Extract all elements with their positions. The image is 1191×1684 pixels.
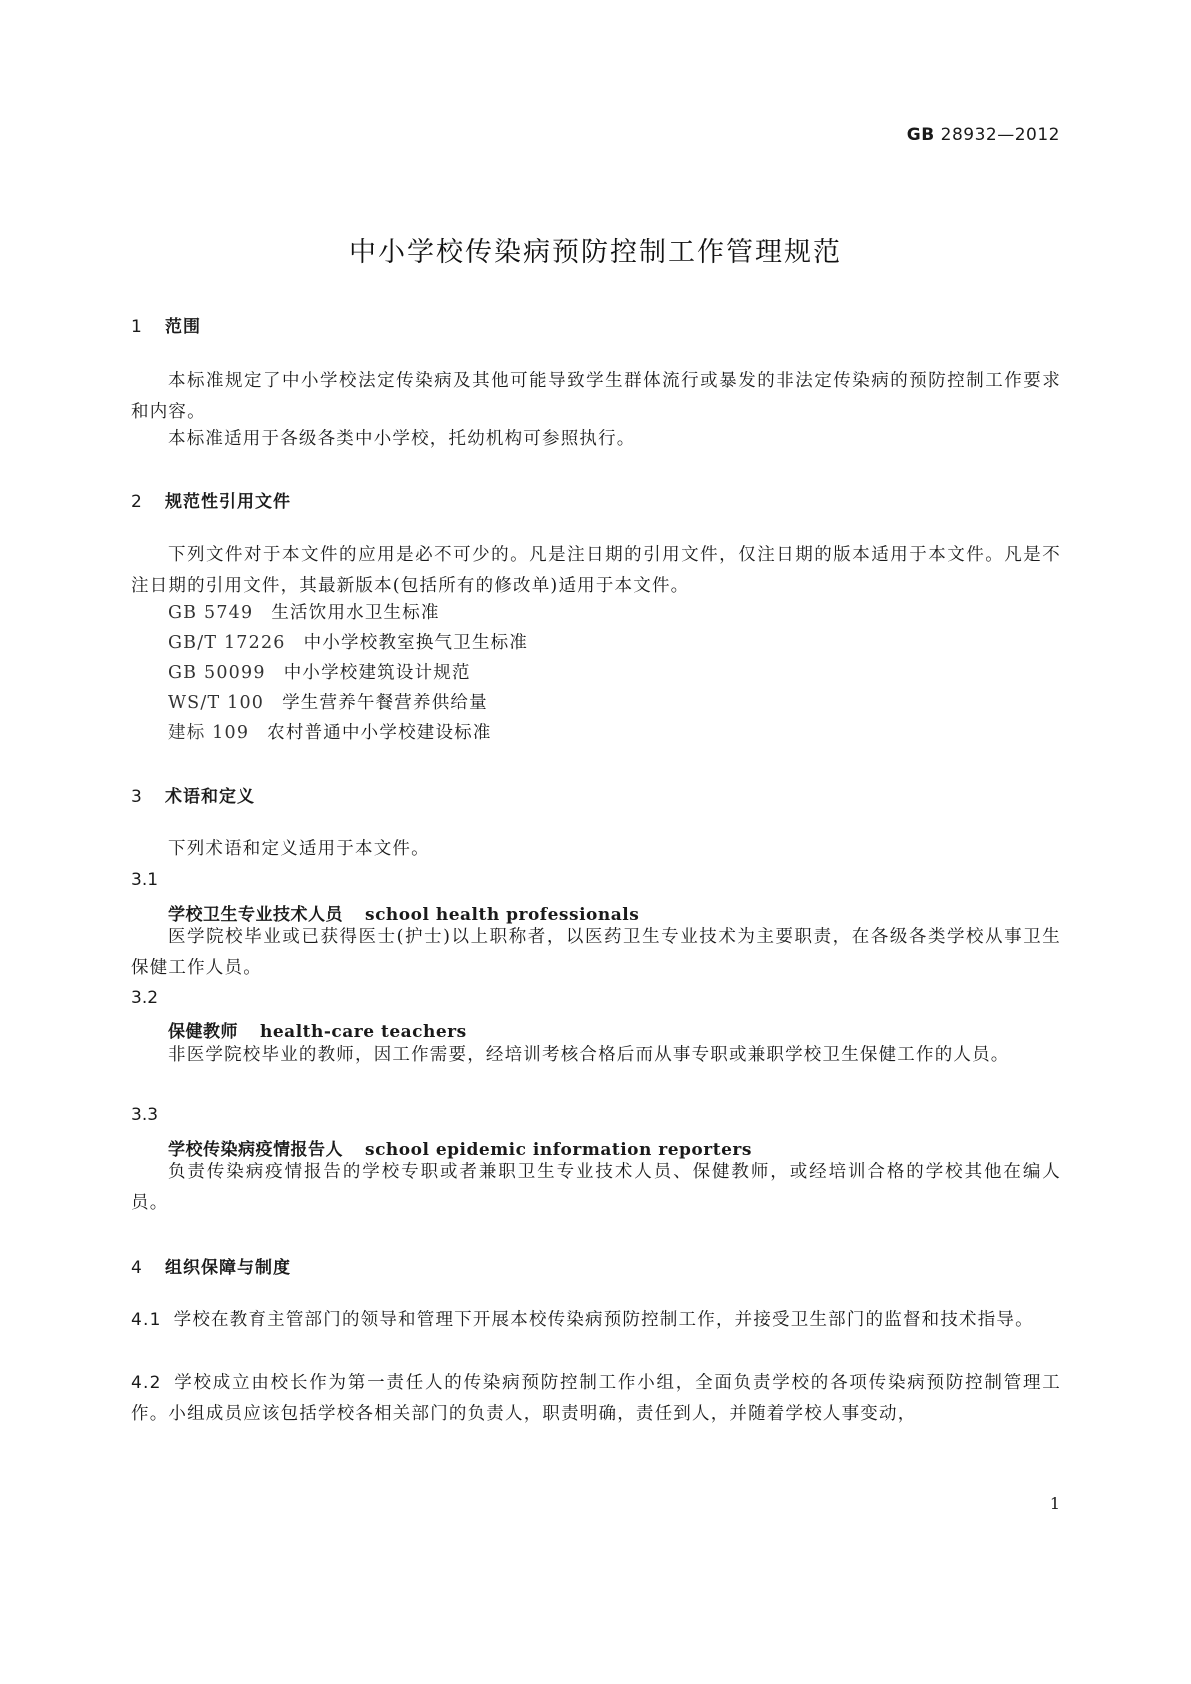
- reference-name: 生活饮用水卫生标准: [271, 603, 440, 623]
- section-3-intro: 下列术语和定义适用于本文件。: [168, 839, 430, 859]
- reference-name: 中小学校建筑设计规范: [283, 663, 471, 683]
- reference-name: 农村普通中小学校建设标准: [267, 723, 492, 743]
- term-number: 3.1: [131, 870, 159, 890]
- standard-number: [907, 125, 1060, 145]
- reference-item: [168, 598, 440, 629]
- term-english: school health professionals: [365, 905, 640, 925]
- term-definition: 医学院校毕业或已获得医士(护士)以上职称者，以医药卫生专业技术为主要职责，在各级各类学校从事卫生保健工作人员。: [131, 927, 1061, 978]
- standard-code-prefix: GB: [906, 125, 935, 145]
- section-title: 术语和定义: [165, 787, 255, 807]
- section-title: 组织保障与制度: [165, 1258, 291, 1278]
- reference-item: [168, 688, 488, 719]
- term-number: 3.3: [131, 1105, 159, 1125]
- section-2-heading: [131, 487, 291, 512]
- clause-number: 4.1: [131, 1310, 162, 1330]
- section-1-heading: [131, 312, 201, 337]
- section-1-paragraph-1: 本标准规定了中小学校法定传染病及其他可能导致学生群体流行或暴发的非法定传染病的预防控制工作要求和内容。: [131, 371, 1061, 422]
- reference-name: 中小学校教室换气卫生标准: [303, 633, 529, 653]
- clause-text: 学校在教育主管部门的领导和管理下开展本校传染病预防控制工作，并接受卫生部门的监督和技术指导。: [173, 1310, 1034, 1330]
- clause-number: 4.2: [131, 1373, 162, 1393]
- term-definition: 负责传染病疫情报告的学校专职或者兼职卫生专业技术人员、保健教师，或经培训合格的学校其他在编人员。: [131, 1162, 1061, 1213]
- section-2-paragraph-1: 下列文件对于本文件的应用是必不可少的。凡是注日期的引用文件，仅注日期的版本适用于本文件。凡是不注日期的引用文件，其最新版本(包括所有的修改单)适用于本文件。: [131, 545, 1061, 596]
- reference-code: GB 5749: [168, 603, 254, 623]
- reference-name: 学生营养午餐营养供给量: [282, 693, 488, 713]
- standard-code-number: 28932—2012: [940, 125, 1060, 145]
- clause-paragraph: [131, 1368, 1061, 1430]
- clause-text: 学校成立由校长作为第一责任人的传染病预防控制工作小组，全面负责学校的各项传染病预防控制管理工作。小组成员应该包括学校各相关部门的负责人，职责明确，责任到人，并随着学校人事变动，: [131, 1373, 1061, 1424]
- reference-item: [168, 718, 492, 749]
- section-number: 2: [131, 492, 143, 512]
- term-chinese: 保健教师: [168, 1022, 238, 1042]
- section-number: 3: [131, 787, 143, 807]
- document-title: 中小学校传染病预防控制工作管理规范: [349, 237, 842, 268]
- clause-paragraph: [131, 1305, 1061, 1336]
- term-definition: 非医学院校毕业的教师，因工作需要，经培训考核合格后而从事专职或兼职学校卫生保健工作的人员。: [168, 1045, 1010, 1065]
- reference-code: GB/T 17226: [168, 633, 286, 653]
- reference-item: [168, 628, 528, 659]
- section-1-paragraph-2: 本标准适用于各级各类中小学校，托幼机构可参照执行。: [168, 429, 636, 449]
- term-number: 3.2: [131, 988, 159, 1008]
- section-number: 1: [131, 317, 143, 337]
- term-english: health-care teachers: [260, 1022, 467, 1042]
- term-chinese: 学校卫生专业技术人员: [168, 905, 343, 925]
- reference-code: 建标 109: [168, 723, 250, 743]
- section-4-heading: [131, 1253, 291, 1278]
- term-heading: [168, 1017, 467, 1042]
- term-english: school epidemic information reporters: [365, 1140, 752, 1160]
- section-number: 4: [131, 1258, 143, 1278]
- section-title: 范围: [165, 317, 201, 337]
- section-3-heading: [131, 782, 255, 807]
- reference-code: GB 50099: [168, 663, 266, 683]
- term-chinese: 学校传染病疫情报告人: [168, 1140, 343, 1160]
- page-number: 1: [1049, 1494, 1060, 1513]
- reference-item: [168, 658, 471, 689]
- reference-code: WS/T 100: [168, 693, 265, 713]
- section-title: 规范性引用文件: [165, 492, 291, 512]
